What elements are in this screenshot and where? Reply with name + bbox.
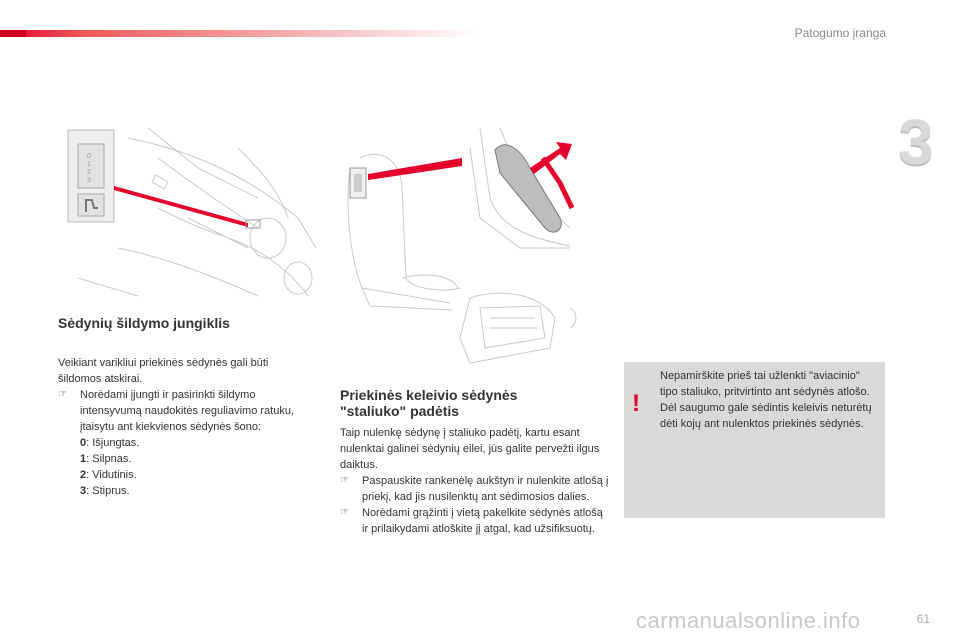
passenger-seat-bullet-text: Norėdami grąžinti į vietą pakelkite sėdynės atlošą ir prilaikydami atloškite jį atgal, kad užsifiksuotų. [362, 507, 603, 535]
heating-level-list [58, 435, 303, 499]
watermark: carmanualsonline.info [636, 608, 861, 633]
chapter-number: 3 [898, 106, 934, 178]
svg-text:1: 1 [87, 161, 91, 168]
passenger-seat-illustration [340, 128, 580, 368]
passenger-seat-bullet [340, 505, 610, 537]
warning-line: Dėl saugumo gale sėdintis keleivis neturėtų dėti kojų ant nulenktos priekinės sėdynės. [660, 402, 872, 430]
svg-text:3: 3 [87, 177, 91, 184]
seat-heating-intro: Veikiant varikliui priekinės sėdynės gali būti šildomos atskirai. [58, 357, 269, 385]
passenger-seat-bullet [340, 473, 610, 505]
passenger-seat-intro: Taip nulenkę sėdynę į staliuko padėtį, kartu esant nulenktai galinei sėdynių eilei, jūs galite pervežti ilgus daiktus. [340, 427, 600, 471]
warning-text [660, 368, 876, 432]
passenger-seat-title-line1: Priekinės keleivio sėdynės [340, 387, 518, 403]
exclamation-icon: ! [632, 390, 640, 417]
seat-heating-bullet [58, 387, 303, 435]
seat-heating-title: Sėdynių šildymo jungiklis [58, 315, 230, 331]
seat-heating-bullet-text: Norėdami įjungti ir pasirinkti šildymo intensyvumą naudokitės reguliavimo ratuku, įtaisytu ant kiekvienos sėdynės šono: [80, 389, 295, 433]
heating-level-item: 3: Stiprus. [80, 485, 130, 497]
heating-level-item: 1: Silpnas. [80, 453, 132, 465]
passenger-seat-text [340, 425, 610, 537]
header-color-accent [0, 30, 26, 37]
seat-heating-text [58, 355, 303, 499]
pointing-hand-icon: ☞ [58, 389, 67, 400]
passenger-seat-title [340, 387, 600, 419]
passenger-seat-title-line2: "staliuko" padėtis [340, 403, 460, 419]
passenger-seat-bullet-text: Paspauskite rankenėlę aukštyn ir nulenkite atlošą į priekį, kad jis nusilenktų ant sėdimosios dalies. [362, 475, 609, 503]
page-number: 61 [916, 612, 930, 626]
header-color-bar [0, 30, 480, 37]
pointing-hand-icon: ☞ [340, 475, 349, 486]
section-title: Patogumo įranga [794, 26, 886, 40]
heating-level-item: 2: Vidutinis. [80, 469, 137, 481]
warning-box [624, 362, 885, 518]
seat-heating-illustration [58, 128, 318, 298]
heating-level-item: 0: Išjungtas. [80, 437, 140, 449]
svg-text:2: 2 [87, 169, 91, 176]
pointing-hand-icon: ☞ [340, 507, 349, 518]
svg-text:0: 0 [87, 153, 91, 160]
warning-line: Nepamirškite prieš tai užlenkti "aviacinio" tipo staliuko, pritvirtinto ant sėdynės atlošo. [660, 370, 870, 398]
